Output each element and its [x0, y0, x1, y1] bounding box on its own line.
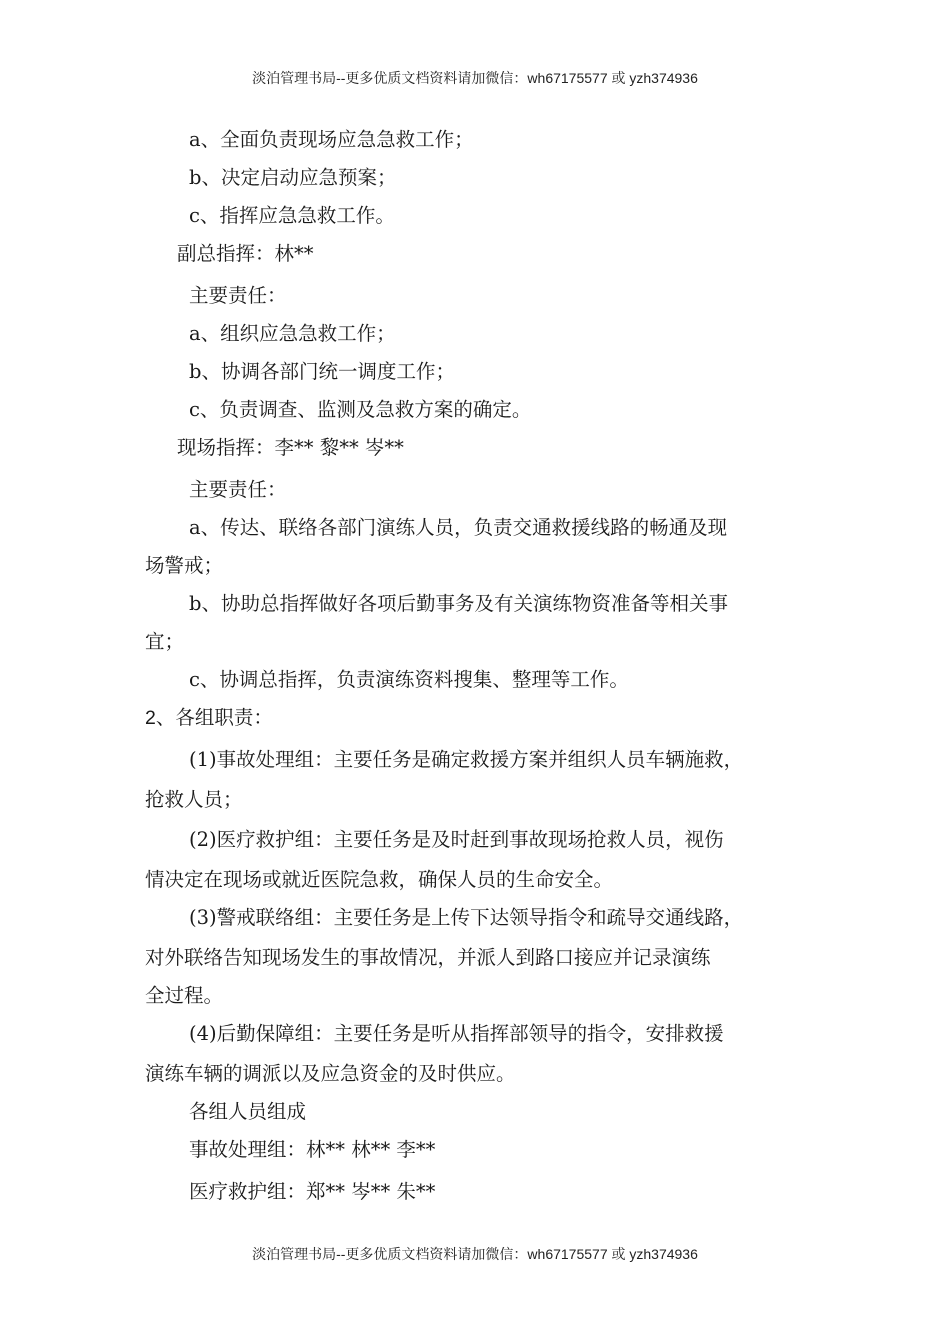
text-line: 情决定在现场或就近医院急救，确保人员的生命安全。 — [145, 868, 614, 891]
section-heading: 2、各组职责： — [145, 707, 273, 729]
text-line: b、决定启动应急预案； — [189, 166, 397, 189]
text-line: a、传达、联络各部门演练人员，负责交通救援线路的畅通及现 — [189, 516, 728, 539]
text-line: a、全面负责现场应急急救工作； — [189, 128, 474, 151]
text-line: (1)事故处理组：主要任务是确定救援方案并组织人员车辆施救， — [189, 748, 744, 771]
text-line: 场警戒； — [145, 554, 224, 577]
text-line: (3)警戒联络组：主要任务是上传下达领导指令和疏导交通线路， — [189, 906, 744, 929]
text-line: b、协调各部门统一调度工作； — [189, 360, 455, 383]
text-line: 副总指挥：林** — [177, 242, 314, 265]
text-line: 主要责任： — [189, 478, 287, 501]
text-line: (2)医疗救护组：主要任务是及时赶到事故现场抢救人员，视伤 — [189, 828, 724, 851]
text-line: 各组人员组成 — [189, 1100, 307, 1123]
text-line: (4)后勤保障组：主要任务是听从指挥部领导的指令，安排救援 — [189, 1022, 724, 1045]
page-header: 淡泊管理书局--更多优质文档资料请加微信：wh67175577 或 yzh374936 — [252, 70, 698, 86]
text-line: 主要责任： — [189, 284, 287, 307]
text-line: c、协调总指挥，负责演练资料搜集、整理等工作。 — [189, 668, 629, 691]
text-line: 现场指挥：李** 黎** 岑** — [177, 436, 404, 459]
text-line: c、指挥应急急救工作。 — [189, 204, 395, 227]
text-line: b、协助总指挥做好各项后勤事务及有关演练物资准备等相关事 — [189, 592, 728, 615]
text-line: 事故处理组：林** 林** 李** — [189, 1138, 436, 1161]
text-line: 抢救人员； — [145, 788, 243, 811]
text-line: 演练车辆的调派以及应急资金的及时供应。 — [145, 1062, 516, 1085]
text-line: 全过程。 — [145, 984, 224, 1007]
text-line: c、负责调查、监测及急救方案的确定。 — [189, 398, 532, 421]
page-footer: 淡泊管理书局--更多优质文档资料请加微信：wh67175577 或 yzh374936 — [252, 1246, 698, 1262]
text-line: 对外联络告知现场发生的事故情况，并派人到路口接应并记录演练 — [145, 946, 711, 969]
text-line: 医疗救护组：郑** 岑** 朱** — [189, 1180, 436, 1203]
text-line: 宜； — [145, 630, 185, 653]
text-line: a、组织应急急救工作； — [189, 322, 396, 345]
